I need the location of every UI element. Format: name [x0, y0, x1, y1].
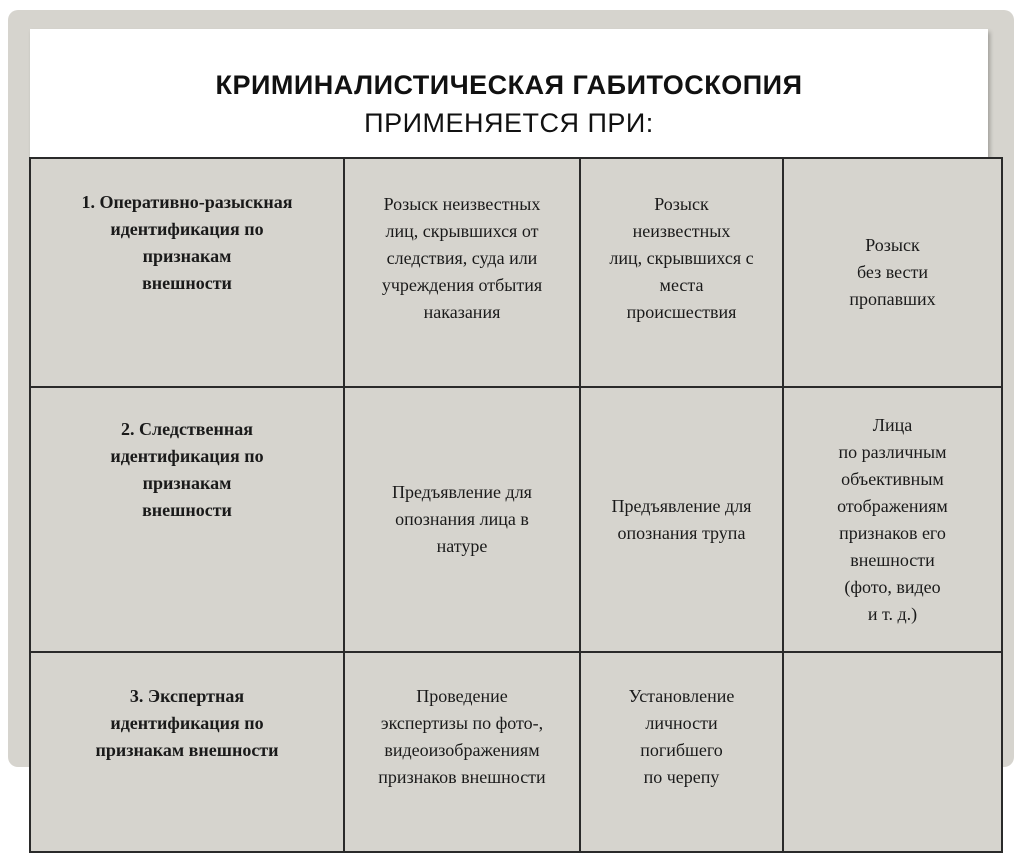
cell-line: объективным [841, 468, 944, 489]
table-row-operative [30, 158, 1002, 387]
cell-line: пропавших [849, 289, 936, 309]
cell-line: учреждения отбытия [381, 275, 543, 295]
cell-line: личности [645, 713, 718, 733]
cell-operative-1 [344, 158, 580, 387]
cell-line: Предъявление для [611, 495, 752, 516]
cell-line: 2. Следственная [121, 419, 253, 439]
cell-line: и т. д.) [867, 603, 918, 624]
cell-line: идентификация по [110, 713, 264, 733]
cell-operative-3 [783, 158, 1002, 387]
cell-expert-3-empty [783, 652, 1002, 852]
table-row-expert [30, 652, 1002, 852]
cell-line: Розыск [654, 194, 709, 214]
cell-line: по черепу [643, 767, 720, 787]
cell-line: лиц, скрывшихся с [609, 248, 754, 268]
cell-line: наказания [423, 302, 501, 322]
title-box [30, 29, 988, 163]
cell-expert-2 [580, 652, 783, 852]
row-header-operative [30, 158, 344, 387]
cell-line: погибшего [640, 740, 723, 760]
cell-line: признаков внешности [378, 767, 546, 787]
cell-line: признакам внешности [95, 740, 279, 760]
cell-line: признакам [142, 246, 232, 266]
row-header-expert [30, 652, 344, 852]
cell-line: (фото, видео [844, 576, 941, 597]
cell-investigative-2 [580, 387, 783, 652]
cell-operative-2 [580, 158, 783, 387]
cell-line: следствия, суда или [386, 248, 538, 268]
cell-line: без вести [856, 262, 929, 282]
cell-line: места [659, 275, 704, 295]
cell-line: Предъявление для [392, 482, 532, 502]
cell-line: Розыск неизвестных [383, 194, 541, 214]
cell-line: идентификация по [110, 446, 264, 466]
cell-line: экспертизы по фото-, [380, 713, 544, 733]
cell-expert-1 [344, 652, 580, 852]
cell-investigative-1 [344, 387, 580, 652]
title-main: КРИМИНАЛИСТИЧЕСКАЯ ГАБИТОСКОПИЯ [215, 70, 803, 100]
table-row-investigative [30, 387, 1002, 652]
cell-line: 3. Экспертная [129, 686, 245, 706]
cell-line: видеоизображениям [384, 740, 540, 760]
cell-line: внешности [142, 273, 232, 293]
cell-line: Установление [628, 686, 735, 706]
cell-line: лиц, скрывшихся от [385, 221, 539, 241]
cell-line: идентификация по [110, 219, 264, 239]
cell-line: опознания трупа [617, 522, 746, 543]
cell-line: по различным [838, 441, 947, 462]
cell-line: Проведение [416, 686, 508, 706]
title-subtitle: ПРИМЕНЯЕТСЯ ПРИ: [364, 108, 654, 138]
cell-line: происшествия [626, 302, 737, 322]
habitoscopy-table [29, 157, 1003, 853]
cell-line: признаков его [839, 522, 946, 543]
cell-line: неизвестных [632, 221, 731, 241]
cell-line: отображениям [837, 495, 948, 516]
cell-line: опознания лица в [395, 509, 529, 529]
cell-line: Лица [872, 414, 913, 435]
cell-line: Розыск [865, 235, 920, 255]
cell-investigative-3 [783, 387, 1002, 652]
row-header-investigative [30, 387, 344, 652]
cell-line: признакам [142, 473, 232, 493]
cell-line: внешности [142, 500, 232, 520]
cell-line: внешности [850, 549, 935, 570]
cell-line: 1. Оперативно-разыскная [81, 192, 293, 212]
cell-line: натуре [436, 536, 488, 556]
